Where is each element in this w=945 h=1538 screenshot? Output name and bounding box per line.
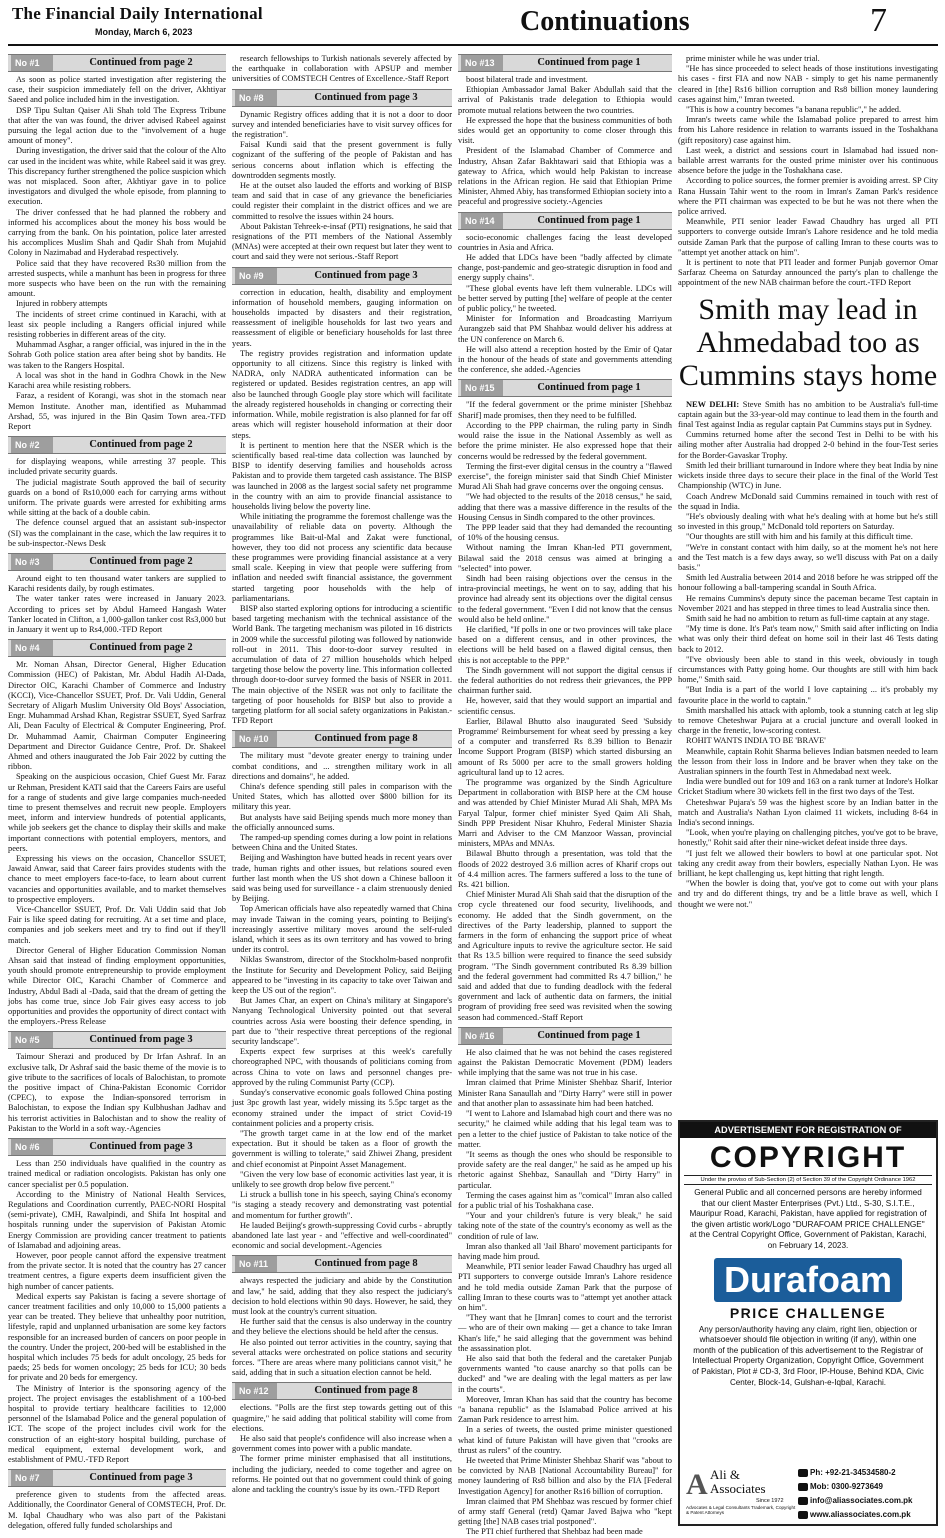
story-number: No #10 <box>235 731 277 747</box>
article-paragraph: Injured in robbery attempts <box>16 299 108 309</box>
continued-from-label: Continued from page 3 <box>89 1141 193 1153</box>
story-paragraph <box>678 828 938 848</box>
continuation-block <box>232 730 452 1251</box>
continuation-block <box>8 553 226 635</box>
story-number: No #14 <box>461 213 503 229</box>
continuation-block <box>678 54 938 289</box>
story-paragraph <box>678 512 938 532</box>
article-paragraph: Last week, a district and sessions court in Islamabad had issued non-bailable arrest warrants for the ousted prime minister over his continuous absence before the judge in the Toshakhana case. <box>678 145 938 176</box>
article-paragraph: China's defence spending still pales in comparison with the United States, which has allotted over $800 billion for its military this year. <box>232 782 452 812</box>
article-paragraph: The programme was organized by the Sindh Agriculture Department in collaboration with BISP here at the CM house and was attended by Chief Minister Murad Ali Shah, MPA Ms Faryal Talpur, former chief minister Syed Qaim Ali Shah, Sindh PPP President Nisar Khuhro, Federal Minister Shazia Marri and Adviser to the CM Manzoor Wassan, provincial ministers, MPAs and MNAs. <box>458 778 672 849</box>
continued-from-label: Continued from page 3 <box>89 1034 193 1046</box>
continuation-banner <box>458 379 672 397</box>
article-paragraph: Terming the cases against him as "comical" Imran also called for a public trial of his Toshakhana case. <box>458 1190 672 1210</box>
continuation-banner <box>8 1138 226 1156</box>
continuation-banner <box>232 1382 452 1400</box>
article-paragraph: prime minister while he was under trial. <box>686 54 820 63</box>
continuation-block <box>458 379 672 1022</box>
continuation-block <box>8 436 226 549</box>
article-paragraph: "The growth target came in at the low end of the market expectation. But it should be taken as a floor of growth the government is willing to tolerate," said Zhiwei Zhang, president and chief economist at Pinpoint Asset Management. <box>232 1128 452 1169</box>
story-paragraph <box>678 573 938 593</box>
article-paragraph: About Pakistan Tehreek-e-insaf (PTI) resignations, he said that resignations of the PTI members of the National Assembly (MNAs) were accepted at their own request but later they went to court and said they were not serious.-Staff Report <box>232 221 452 262</box>
article-paragraph: "Given the very low base of economic activities last year, it is unlikely to see growth drop below five percent." <box>232 1169 452 1189</box>
article-paragraph: The judicial magistrate South approved the bail of security guards on a bond of Rs10,000 each for carrying arms without uniform. The private guards were arrested for exhibiting arms while sitting at the back of a double cabin. <box>8 477 226 518</box>
story-paragraph <box>678 747 938 778</box>
story-paragraph-text: "Look, when you're playing on challenging pitches, you've got to be brave, honestly," Rohit said after their nine-wicket defeat inside three days. <box>678 828 938 848</box>
story-paragraph <box>678 430 938 461</box>
article-paragraph: Medical experts say Pakistan is facing a severe shortage of cancer treatment facilities and only 10,000 to 15,000 patients a year can be treated. They believe that unhealthy poor nutrition, lifestyle, rapid and unplanned urbanisation are some key factors responsible for an increased burden of cancers on poor people in the country. Under the project, 200-bed will be established in the hospital which includes 75 beds for adult oncology, 25 beds for paeds; 25 beds for women oncology; 25 beds for ICU; 30 beds for private and 20 beds for emergency. <box>8 1291 226 1383</box>
article-paragraph: The PPP leader said that they had demanded the recounting of 10% of the housing census. <box>458 522 672 543</box>
continuation-block <box>8 1469 226 1531</box>
story-number: No #5 <box>11 1032 53 1048</box>
article-paragraph: Meanwhile, PTI senior leader Fawad Chaudhry has urged all PTI supporters to converge outside Imran's Lahore residence and he told media outside Zaman Park that the purpose of calling Imran to these courts was to "attempt yet another attack on him". <box>458 1262 672 1312</box>
article-paragraph: Imran also thanked all 'Jail Bharo' movement participants for having made him proud. <box>458 1241 672 1261</box>
story-paragraph <box>678 543 938 574</box>
article-paragraph: Expressing his views on the occasion, Chancellor SSUET, Jawaid Anwar, said that Career fairs provides students with the chance to meet employers face-to-face, to learn about current vacancies and opportunities available, and to market themselves to prospective employers. <box>8 854 226 904</box>
story-paragraph <box>678 624 938 655</box>
article-paragraph: The military must "devote greater energy to training under combat conditions, and ... strengthen military work in all directions and domains", he added. <box>232 751 452 781</box>
continuation-block <box>8 54 226 432</box>
sports-story <box>678 293 938 910</box>
article-paragraph: According to the PPP chairman, the ruling party in Sindh would raise the issue in the National Assembly as well as before the prime minister. He also expressed hope that their concerns would be redressed by the federal government. <box>458 420 672 461</box>
web-line <box>798 1508 926 1522</box>
continuation-block <box>232 1255 452 1378</box>
continued-from-label: Continued from page 1 <box>537 382 641 394</box>
article-paragraph: Niklas Swanstrom, director of the Stockholm-based nonprofit the Institute for Security and Development Policy, said Beijing appeared to be "investing in its capacity to take over Taiwan and keep the US out of the region". <box>232 955 452 996</box>
continuation-block <box>232 89 452 263</box>
article-paragraph: Faisal Kundi said that the present government is fully cognizant of the suffering of the people of Pakistan and has serious concerns about inflation which is effecting the downtrodden segments mostly. <box>232 140 452 180</box>
story-paragraph-text: "Our thoughts are still with him and his family at this difficult time. <box>686 532 913 542</box>
ad-title: COPYRIGHT <box>709 1141 907 1174</box>
article-paragraph: The former prime minister emphasised that all institutions, including the judiciary, needed to come together and agree on reforms. He pointed out that no government could think of going alone and tackling the country's issue by its own.-TFD Report <box>232 1454 452 1494</box>
continuation-banner <box>8 1469 226 1487</box>
continued-from-label: Continued from page 8 <box>314 1258 418 1270</box>
story-paragraph-text: "When the bowler is doing that, you've got to come out with your plans and try and do different things, try and be a little brave as well, which I thought we were not." <box>678 879 938 909</box>
article-paragraph: He will also attend a reception hosted by the Emir of Qatar in the honour of the heads of state and governments attending the conference, she added.-Agencies <box>458 344 672 375</box>
story-paragraph-text: "He's obviously dealing with what he's dealing with at home but he's still so invested in this group," McDonald told reporters on Saturday. <box>678 511 938 532</box>
continuation-banner <box>8 1031 226 1049</box>
article-paragraph: BISP also started exploring options for introducing a scientific based targeting mechanism with the technical assistance of the World Bank. The targeting mechanism was piloted in 16 districts in 2009 while the successful piloting was followed by nationwide roll-out in 2011. This door-to-door survey resulted in accumulation of data of 27 million households which helped targeting those below the poverty line. This information collected through door-to-door survey formed the basis of NSER in 2011. The main objective of the NSER was not only to facilitate the targeting of poor households for BISP but also to provide a targeting platform for all social safety organizations in Pakistan.-TFD Report <box>232 603 452 726</box>
article-paragraph: The Ministry of Interior is the sponsoring agency of the project. The project envisages the establishment of a 100-bed hospital to provide tertiary healthcare facilities to 12,000 personnel of the Islamabad Police and the general population of ICT. The scope of the project includes civil work for the construction of an eight-story hospital building, purchase of medical equipment, external development work, and establishment of PMU.-TFD Report <box>8 1383 226 1464</box>
story-headline: Smith may lead in Ahmedabad too as Cummins stays home <box>678 292 938 392</box>
continued-from-label: Continued from page 1 <box>537 214 641 226</box>
continuation-banner <box>8 54 226 72</box>
durafoam-logo: Durafoam <box>714 1258 902 1302</box>
story-paragraph-text: "We're in constant contact with him daily, so at the moment he's not here and the Test match is a few days away, so we'll discuss with Pat on a daily basis." <box>678 542 938 572</box>
continuation-block <box>8 639 226 1027</box>
story-paragraph-text: Smith marshalled his attack with aplomb, took a stunning catch at leg slip to remove Cheteshwar Pujara at a crucial juncture and overall looked in charge in the frenetic, low-scoring contest. <box>678 705 938 736</box>
article-paragraph: Dynamic Registry offices adding that it is not a door to door survey and intended beneficiaries have to visit survey offices for the registration". <box>232 109 452 140</box>
story-paragraph-text: India were bundled out for 109 and 163 on a rank turner at Indore's Holkar Cricket Stadium where 30 wickets fell in the first two days of the Test. <box>678 777 938 797</box>
article-paragraph: Ethiopian Ambassador Jamal Baker Abdullah said that the arrival of Pakistanis trade delegation to Ethiopia would promote mutual relations between the two countries. <box>458 85 672 115</box>
price-challenge-label: PRICE CHALLENGE <box>729 1304 887 1321</box>
story-number: No #15 <box>461 380 503 396</box>
story-paragraph-text: Coach Andrew McDonald said Cummins remained in touch with rest of the squad in India. <box>678 491 938 511</box>
article-paragraph: Sunday's conservative economic goals followed China posting just 3pc growth last year, widely missing its 5.5pc target as the economy strained under the impact of strict Covid-19 containment policies and a property crisis. <box>232 1088 452 1128</box>
story-paragraph <box>678 685 938 705</box>
article-paragraph: "He has since proceeded to select heads of those institutions investigating his cases - first FIA and now NAB - simply to get his name permanently cleared in [the] Rs16 billion corruption and Rs8 billion money laundering cases against him," Imran tweeted. <box>678 64 938 104</box>
story-paragraph <box>678 849 938 880</box>
article-paragraph: Without naming the Imran Khan-led PTI government, Bilawal said the 2018 census was aimed at bringing a "selected" into power. <box>458 543 672 573</box>
article-paragraph: "They want that he [Imran] comes to court and the terrorist — who are of their own making — get a chance to take Imran Khan's life," he said alleging that the government was behind the assassination plot. <box>458 1313 672 1353</box>
story-number: No #8 <box>235 90 277 106</box>
article-paragraph: for displaying weapons, while arresting 37 people. This included private security guards. <box>8 457 226 477</box>
story-paragraph-text: Meanwhile, captain Rohit Sharma believes Indian batsmen needed to learn the lesson from their loss in Indore and be braver when they take on the Australian spinners in the fourth Test in Ahmedabad next week. <box>678 746 938 776</box>
article-paragraph: The defence counsel argued that an assistant sub-inspector (SI) was the complainant in the case, which the law requires it to be sub-inspector.-News Desk <box>8 518 226 548</box>
article-paragraph: He also said that both the federal and the caretaker Punjab governments wanted "to cause anarchy so that polls can be ducked" and "we are dealing with the legal matters as per law in the courts". <box>458 1353 672 1394</box>
article-paragraph: Imran claimed that PM Shehbaz was rescued by former chief of army staff General (retd) Qamar Javed Bajwa who "kept getting [the] NAB cases trial postponed". <box>458 1496 672 1527</box>
story-paragraph-text: Smith said he had no ambition to return as full-time captain at any stage. <box>686 613 930 623</box>
firm-name: Ali & Associates <box>710 1467 766 1496</box>
article-paragraph: Muhammad Asghar, a ranger official, was injured in the in the Sohrab Goth police station area after being shot by bandits. He was taken to the Rangers Hospital. <box>8 340 226 370</box>
story-paragraph-text: "I've obviously been able to stand in this week, obviously in tough circumstances with Patty going home. Our thoughts are still with him back home," Smith said. <box>678 654 938 685</box>
article-paragraph: Imran claimed that Prime Minister Shehbaz Sharif, Interior Minister Rana Sanaullah and "Dirty Harry" were still in power and that another plan to assassinate him had been hatched. <box>458 1078 672 1108</box>
article-paragraph: The Sindh government will not support the digital census if the federal authorities do not redress their grievances, the PPP chairman further said. <box>458 665 672 696</box>
firm-mobile: Mob: 0300-9273649 <box>810 1482 883 1491</box>
article-paragraph: "It seems as though the ones who should be responsible to provide safety are the real danger," he said as he amped up his rhetoric against Shehbaz, Sanaullah and "Dirty Harry" in particular. <box>458 1149 672 1190</box>
page-number: 7 <box>870 2 887 39</box>
firm-mark-icon: A <box>686 1468 708 1501</box>
ad-top-bar: ADVERTISEMENT FOR REGISTRATION OF <box>680 1122 936 1138</box>
ad-objection-text: Any person/authority having any claim, right lien, objection or whatsoever should file objection in writing (if any), within one month of the publication of this advertisement to the Registrar of Intellectual Property Organization, Copyright Office, Government of Pakistan, Plot # CD-3, 3rd Floor, IP-House, Behind KDA, Civic Center, Block-14, Gulshan-e-Iqbal, Karachi. <box>692 1324 924 1387</box>
article-paragraph: "We had objected to the results of the 2018 census," he said, adding that there was a massive difference in the results of the Housing Census in Sindh compared to the other provinces. <box>458 492 672 522</box>
article-paragraph: "I went to Lahore and Islamabad high court and there was no security," he claimed while adding that his legal team was to pen a letter to the chief justice of Pakistan to take notice of the matter. <box>458 1109 672 1149</box>
article-paragraph: elections. "Polls are the first step towards getting out of this quagmire," he said adding that political stability will come from elections. <box>232 1403 452 1433</box>
firm-contacts <box>798 1466 926 1522</box>
continued-from-label: Continued from page 2 <box>89 57 193 68</box>
continuation-banner <box>8 639 226 657</box>
story-paragraph-text: Smith led their brilliant turnaround in Indore where they beat India by nine wickets inside three days to secure their place in the final of the World Test Championship (WTC) in June. <box>678 460 938 491</box>
article-paragraph: Experts expect few surprises at this week's carefully choreographed NPC, with thousands of politicians coming from across China to vote on laws and personnel changes pre-approved by the ruling Communist Party (CCP). <box>232 1047 452 1087</box>
story-number: No #7 <box>11 1470 53 1486</box>
story-paragraph-text: Steve Smith has no ambition to be Australia's full-time captain again but the 33-year-old may continue to lead them in the fourth and final Test against India as regular captain Pat Cummins stays put in Sydney. <box>678 399 939 430</box>
article-paragraph: He lauded Beijing's growth-suppressing Covid curbs - abruptly abandoned late last year - and "effective and well-coordinated" economic and social development.-Agencies <box>232 1220 452 1251</box>
article-paragraph: Vice-Chancellor SSUET, Prof. Dr. Vali Uddin said that Job Fair is like speed dating for recruiting. At a set time and place, companies and job seekers meet and try to find out if they'll match. <box>8 905 226 945</box>
article-paragraph: It is pertinent to mention here that the NSER which is the scientifically based real-time data collection was launched by BISP to identify deserving families and households across Pakistan and to provide them targeted cash assistance. The BISP was launched in 2008 as the largest social safety net programme in the country with an aim to provide financial assistance to households living below the poverty line. <box>232 440 452 511</box>
article-paragraph: While initiating the programme the foremost challenge was the unavailability of reliable data on poverty. Although the programmes like Bait-ul-Mal and Zakat were functional, however, they too did not process any scientific data because these programmes were providing financial assistance at a very small scale. Keeping in view that people were suffering from inflation and needed swift financial assistance, the government started targeting poor households with the help of parliamentarians. <box>232 512 452 603</box>
issue-date: Monday, March 6, 2023 <box>95 27 193 37</box>
story-paragraph <box>678 614 938 624</box>
law-firm-logo <box>686 1466 796 1518</box>
article-paragraph: "This is how a country becomes "a banana republic"," he added. <box>686 105 902 115</box>
article-paragraph: always respected the judiciary and abide by the Constitution and law," he said, adding that they also respect the judiciary's decision to hold elections within 90 days. However, he said, they must look at the country's current situation. <box>232 1276 452 1316</box>
continuation-banner <box>8 553 226 571</box>
firm-phone: Ph: +92-21-34534580-2 <box>810 1468 896 1477</box>
article-paragraph: The driver confessed that he had planned the robbery and informed his accomplices about the money his boss would be carrying from the bank. On his pointation, police later arrested his accomplices Muslim Shah and Qadir Shah from Mujahid Colony in Nazimabad and Hyderabad respectively. <box>8 207 226 258</box>
article-paragraph: "If the federal government or the prime minister [Shehbaz Sharif] made promises, then they need to be fulfilled. <box>458 400 672 420</box>
article-paragraph: Speaking on the auspicious occasion, Chief Guest Mr. Faraz ur Rehman, President KATI said that the Careers Fairs are useful for a range of students and give large companies much-needed time to present themselves and recruit new people. Employers meet, inform and interview hundreds of potential applicants, while job seekers get the chance to display their skills and make important connections with potential employers, mentors, and peers. <box>8 772 226 853</box>
article-paragraph: He tweeted that Prime Minister Shehbaz Sharif was "about to be convicted by NAB [National Accountability Bureau]" for money laundering of Rs8 billion and also by the FIA [Federal Investigation Agency] for another Rs16 billion of corruption. <box>458 1456 672 1496</box>
continued-from-label: Continued from page 3 <box>314 269 418 281</box>
story-paragraph-text: Cummins returned home after the second Test in Delhi to be with his ailing mother after Australia had dropped 2-0 behind in the four-Test series for the Border-Gavaskar Trophy. <box>678 430 938 460</box>
continuation-banner <box>458 1027 672 1045</box>
article-paragraph: Faraz, a resident of Korangi, was shot in the stomach near Memon Institute. Another man, identified as Muhammad Arshad, 55, was injured in the Bin Qasim Town area.-TFD Report <box>8 391 226 431</box>
mobile-icon <box>798 1483 808 1491</box>
article-paragraph: Meanwhile, PTI senior leader Fawad Chaudhry has urged all PTI supporters to converge outside Imran's Lahore residence and he told media outside Zaman Park that the purpose of calling Imran to these courts was to "attempt yet another attack on him". <box>678 217 938 257</box>
article-paragraph: DSP Tipu Sultan Qaiser Ali Shah told The Express Tribune that after the van was found, the driver advised Rabeel against pursuing the legal action due to the "involvement of a huge amount of money". <box>8 105 226 146</box>
article-paragraph: Moreover, Imran Khan has said that the country has become "a banana republic" as the Islamabad Police arrived at his Zaman Park residence to arrest him. <box>458 1394 672 1425</box>
article-paragraph: Sindh had been raising objections over the census in the intra-provincial meetings, he went on to say, adding that his province had already sent its objections over the digital census to the federal government. "Even I did not know that the census would also be held online." <box>458 573 672 624</box>
continuation-block <box>232 1382 452 1495</box>
column-1 <box>8 54 226 1530</box>
ad-law-note: Under the proviso of Sub-Section (2) of Section 39 of the Copyright Ordinance 1962 <box>684 1175 932 1185</box>
story-number: No #16 <box>461 1028 503 1044</box>
continuation-banner <box>458 212 672 230</box>
article-paragraph: According to the Ministry of National Health Services, Regulations and Coordination currently, PAEC-NORI Hospital (semi-private), CMH, Rawalpindi, and Shifa Int hospital and hospitals running under the supervision of Pakistan Atomic Energy Commission are providing cancer treatment to patients of Islamabad and adjoining areas. <box>8 1189 226 1250</box>
continuation-banner <box>232 730 452 748</box>
article-paragraph: He clarified, "If polls in one or two provinces will take place based on a different census, and in other provinces, the elections will be held based on a flawed digital census, then this is not acceptable to the PPP." <box>458 624 672 665</box>
continuation-banner <box>232 89 452 107</box>
article-paragraph: "These global events have left them vulnerable. LDCs will be better served by putting [the] welfare of people at the center of public policy," he tweeted. <box>458 283 672 314</box>
article-paragraph: boost bilateral trade and investment. <box>466 75 588 84</box>
story-paragraph <box>678 461 938 492</box>
story-number: No #12 <box>235 1383 277 1399</box>
story-paragraph-text: Smith led Australia between 2014 and 2018 before he was stripped off the honour following a ball-tampering scandal in South Africa. <box>678 573 938 593</box>
story-dateline: NEW DELHI: <box>686 399 740 409</box>
story-number: No #6 <box>11 1139 53 1155</box>
article-paragraph: Police said that they have recovered Rs30 million from the arrested suspects, while a manhunt has been in progress for three more suspects who have been on the run with the remaining amount. <box>8 258 226 299</box>
article-paragraph: Mr. Noman Ahsan, Director General, Higher Education Commission (HEC) of Pakistan, Mr. Abdul Hadih Al-Dada, Director OIC, Karachi Chamber of Commerce and Industry (KCCI), Vice-Chancellor SSUET, Prof. Dr. Vali Uddin, General Secretary of Aligarh Muslim University Old Boys' Association, Engr. Muhammad Arshad Khan, Registrar SSUET, Syed Sarfraz Ali, Dean Faculty of Electrical & Computer Engineering, Prof. Dr. Muhammad Aamir, Chairman Computer Engineering Department and Director Guidance Centre, Prof. Dr. Shakeel Ahmed and others inaugurated the Job Fair 2022 by cutting the ribbon. <box>8 660 226 772</box>
continuation-banner <box>232 1255 452 1273</box>
continuation-block <box>458 212 672 376</box>
phone-line <box>798 1466 926 1480</box>
continuation-block <box>458 54 672 208</box>
article-paragraph: The incidents of street crime continued in Karachi, with at least six people including a Rangers official injured while resisting robberies in different areas of the city. <box>8 309 226 340</box>
article-paragraph: Around eight to ten thousand water tankers are supplied to Karachi residents daily, by rough estimates. <box>8 573 226 594</box>
article-paragraph: Chief Minister Murad Ali Shah said that the disruption of the crop cycle threatened our food security, livelihoods, and economy. He added that the Sindh government, on the directives of the Party leadership, planned to support the farmers in the form of enhancing the support price of wheat and Agriculture inputs to revive the agriculture sector. He said that Rs 13.5 billion were required to finance the seed subsidy program. "The Sindh government contributed Rs 8.39 billion and the federal government had committed Rs 4.7 billion," he said and added that due to funding deadlock with the federal government and lack of authentic data on farmers, the initial program of providing free seed was revisited when the sowing season had commenced.-Staff Report <box>458 890 672 1022</box>
continuation-banner <box>8 436 226 454</box>
story-paragraph <box>678 655 938 686</box>
story-number: No #11 <box>235 1256 277 1272</box>
story-number: No #1 <box>11 55 53 71</box>
article-paragraph: Beijing and Washington have butted heads in recent years over trade, human rights and other issues, but relations soured even further last month when the US shot down a Chinese balloon it said was being used for surveillance - a claim strenuously denied by Beijing. <box>232 853 452 904</box>
article-paragraph: But James Char, an expert on China's military at Singapore's Nanyang Technological University pointed out that several countries across Asia were boosting their defence spending, in part due to "their respective threat perceptions of the regional security landscape". <box>232 996 452 1047</box>
article-paragraph: Terming the first-ever digital census in the country a "flawed exercise", the foreign minister said that Sindh Chief Minister Murad Ali Shah had grave concerns over the ongoing census. <box>458 461 672 492</box>
story-paragraph <box>678 594 938 614</box>
story-number: No #4 <box>11 640 53 656</box>
story-paragraph <box>678 706 938 737</box>
article-paragraph: A local was shot in the hand in Godhra Chowk in the New Karachi area while resisting robbers. <box>8 370 226 391</box>
story-number: No #3 <box>11 554 53 570</box>
story-paragraph <box>678 492 938 512</box>
continuation-banner <box>232 267 452 285</box>
continued-from-label: Continued from page 1 <box>537 57 641 68</box>
story-paragraph-text: "But India is a part of the world I love captaining ... it's probably my favourite place in the world to captain." <box>678 685 938 705</box>
globe-icon <box>798 1511 808 1519</box>
continuation-block <box>232 267 452 727</box>
article-paragraph: socio-economic challenges facing the least developed countries in Asia and Africa. <box>458 232 672 252</box>
story-paragraph <box>678 532 938 542</box>
article-paragraph: The ramped-up spending comes during a low point in relations between China and the United States. <box>232 833 452 853</box>
article-paragraph: He also claimed that he was not behind the cases registered against the Pakistan Democratic Movement (PDM) leaders while implying that the same was not true in his case. <box>458 1047 672 1078</box>
article-paragraph: Bilawal Bhutto through a presentation, was told that the floods of 2022 destroyed 3.6 million acres of Kharif crops out of 4.4 million acres. The farmers suffered a loss to the tune of Rs. 421 billion. <box>458 849 672 890</box>
article-paragraph: Less than 250 individuals have qualified in the country as trained medical or radiation oncologists. Pakistan has only one cancer specialist per 0.5 population. <box>8 1159 226 1189</box>
firm-email: info@aliassociates.com.pk <box>810 1496 913 1505</box>
firm-website: www.aliassociates.com.pk <box>810 1510 911 1519</box>
email-line <box>798 1494 926 1508</box>
ad-notice-text: General Public and all concerned persons are hereby informed that our client Master Enterprises (Pvt.) Ltd., S-30, S.I.T.E., Mauripur Road, Karachi, Pakistan, have applied for registration of the given artistic work/Logo "DURAFOAM PRICE CHALLENGE" at the Central Copyright Office, Government of Pakistan, Karachi, on February 14, 2023. <box>689 1188 927 1250</box>
article-paragraph: preference given to students from the affected areas. Additionally, the Coordinator General of COMSTECH, Prof. Dr. M. Iqbal Chaudhary who was also part of the Pakistani delegation, offered fully funded scholarships and <box>8 1490 226 1530</box>
section-title: Continuations <box>520 6 690 37</box>
story-number: No #9 <box>235 268 277 284</box>
continuation-banner <box>458 54 672 72</box>
column-3 <box>458 54 672 1537</box>
continued-from-label: Continued from page 2 <box>89 555 193 567</box>
continuation-block <box>232 54 452 85</box>
article-paragraph: research fellowships to Turkish nationals severely affected by the earthquake in collaboration with APSUP and member universities of COMSTECH Centres of Excellence.-Staff Report <box>232 54 452 84</box>
story-paragraph <box>678 736 938 746</box>
article-paragraph: However, poor people cannot afford the expensive treatment from the private sector. It is noted that the country has 27 cancer treatment centres, a figure experts deem insufficient given the high number of cancer patients. <box>8 1250 226 1291</box>
continued-from-label: Continued from page 1 <box>537 1029 641 1041</box>
firm-tagline: Advocates & Legal Consultants Trademark, Copyright & Patent Attorneys <box>686 1505 796 1516</box>
continued-from-label: Continued from page 2 <box>89 439 193 451</box>
article-paragraph: The PTI chief furthered that Shehbaz had been made <box>466 1527 643 1537</box>
story-paragraph <box>678 879 938 910</box>
article-paragraph: Taimour Sherazi and produced by Dr Irfan Ashraf. In an exclusive talk, Dr Ashraf said the basic theme of the movie is to give tribute to the sacrifices of locals of Balochistan, to promote the positive impact of China-Pakistan Economic Corridor (CPEC), to expose the Indian-sponsored terrorism in Balochistan, to expose the Indian spy Kulbhushan Jadhav and his terrorist activities in Balochistan and to show the reality of Pakistan to the World in a soft way.-Agencies <box>8 1052 226 1133</box>
article-paragraph: He, however, said that they would support an impartial and scientific census. <box>458 696 672 716</box>
continued-from-label: Continued from page 8 <box>314 1385 418 1397</box>
story-number: No #2 <box>11 437 53 453</box>
article-paragraph: As soon as police started investigation after registering the case, their suspicion immediately fell on the driver, Akhtiyar Saeed and police included him in the investigation. <box>8 75 226 105</box>
article-paragraph: Earlier, Bilawal Bhutto also inaugurated Seed 'Subsidy Programme' Reimbursement for wheat seed by pressing a key of a computer and transferred Rs 8.39 billion to Benazir Income Support Program (BISP) which started disbursing an amount of Rs 5000 per acre to the small growers holding agricultural land up to 12 acres. <box>458 716 672 777</box>
column-2 <box>232 54 452 1526</box>
mobile-line <box>798 1480 926 1494</box>
article-paragraph: The water tanker rates were increased in January 2023. According to prices set by Abdul Hameed Hangash Water Tanker located in Clifton, a 1,000-gallon tanker cost Rs3,000 but in January it went up to Rs4,000.-TFD Report <box>8 594 226 634</box>
continuation-block <box>458 1027 672 1538</box>
article-paragraph: In a series of tweets, the ousted prime minister questioned what kind of future Pakistan will have given that "crooks are thrust as rulers" of the country. <box>458 1425 672 1455</box>
article-paragraph: Imran's tweets came while the Islamabad police prepared to arrest him from his Lahore residence in relation to warrants issued in the Toshakhana (gift repository) case against him. <box>678 115 938 145</box>
article-paragraph: He at the outset also lauded the efforts and working of BISP team and said that in case of any grievance the beneficiaries could register their complaint in the district offices and we are committed to resolve the issues within 24 hours. <box>232 181 452 221</box>
story-paragraph-text: "My time is done. It's Pat's team now," Smith said after inflicting on India what was only their third defeat on home soil in their last 46 Tests dating back to 2012. <box>678 624 938 654</box>
article-paragraph: Director General of Higher Education Commission Noman Ahsan said that instead of finding employment opportunities, youth should promote entrepreneurship to provide employment while Director OIC, Karachi Chamber of Commerce and Industry, Abdul Badi al -Dada, said that the dream of getting the jobs has come true, since Job Fair gives easy access to job opportunities and provides the opportunity of direct contact with the employers.-Press Release <box>8 945 226 1027</box>
article-paragraph: "Your and your children's future is very bleak," he said taking note of the state of the country's economy as well as the condition of rule of law. <box>458 1211 672 1241</box>
article-paragraph: Li struck a bullish tone in his speech, saying China's economy "is staging a steady recovery and demonstrating vast potential and momentum for further growth". <box>232 1190 452 1220</box>
header-divider <box>8 44 938 46</box>
email-icon <box>798 1497 808 1505</box>
newspaper-title: The Financial Daily International <box>12 4 263 23</box>
continued-from-label: Continued from page 3 <box>314 91 418 103</box>
story-number: No #13 <box>461 55 503 71</box>
article-paragraph: correction in education, health, disability and employment information of household members, gauging information on households impacted by disasters and their registration, reassessment of ineligible households for last two years and reassessment of eligible or beneficiary households for last three years. <box>232 287 452 348</box>
story-paragraph-text: Cheteshwar Pujara's 59 was the highest score by an Indian batter in the match and Australia's Nathan Lyon claimed 11 wickets, including 8-64 in India's second innings. <box>678 797 938 827</box>
firm-since: Since 1972 <box>756 1498 784 1504</box>
article-paragraph: But analysts have said Beijing spends much more money than the officially announced sums. <box>232 812 452 832</box>
story-paragraph <box>678 798 938 829</box>
continued-from-label: Continued from page 2 <box>89 642 193 654</box>
story-paragraph-text: "I just felt we allowed their bowlers to bowl at one particular spot. Not taking any credit away from their bowlers, especially Nathan Lyon. He was brilliant, he kept challenging us, kept hitting that right length. <box>678 848 938 879</box>
story-paragraph-text: ROHIT WANTS INDIA TO BE 'BRAVE' <box>686 736 826 746</box>
ad-footer <box>686 1464 930 1520</box>
article-paragraph: President of the Islamabad Chamber of Commerce and Industry, Ahsan Zafar Bakhtawari said that Ethiopia was a gateway to Africa, which would help Pakistan to increase relations in the African region. He said that Ethiopian Prime Minister, Ahmed Abiy, has transformed Ethiopian society into a peaceful and progressive society.-Agencies <box>458 146 672 207</box>
article-paragraph: Minister for Information and Broadcasting Marriyum Aurangzeb said that PM Shahbaz would deliver his address at the UN conference on March 6. <box>458 314 672 344</box>
story-paragraph <box>678 777 938 797</box>
continuation-block <box>8 1031 226 1134</box>
copyright-advertisement <box>678 1120 938 1526</box>
article-paragraph: According to police sources, the former premier is avoiding arrest. SP City Rana Hussain Tahir went to the room in Imran's Zaman Park's residence where the PTI chairman was expected to be but he was not there when the police arrived. <box>678 176 938 217</box>
story-paragraph <box>678 400 938 431</box>
continued-from-label: Continued from page 8 <box>314 733 418 745</box>
continued-from-label: Continued from page 3 <box>89 1472 193 1484</box>
article-paragraph: It is pertinent to note that PTI leader and former Punjab governor Omar Sarfaraz Cheema on Saturday announced the party's plan to challenge the appointment of the new NAB chairman before the court.-TFD Report <box>678 258 938 288</box>
article-paragraph: He expressed the hope that the business communities of both sides would get an opportunity to come closer through this visit. <box>458 115 672 146</box>
article-paragraph: The registry provides registration and information update opportunity to all citizens. Since this registry is linked with NADRA, only NADRA authenticated information can be registered or updated. Besides registration centres, an app will also be launched through Google play store which will facilitate the already registered households in changing or correcting their information. While, mobile registration is also planned for far off areas which will register household information at their door steps. <box>232 348 452 440</box>
continuation-block <box>8 1138 226 1465</box>
article-paragraph: He added that LDCs have been "badly affected by climate change, post-pandemic and geo-strategic disruption in food and energy supply chains". <box>458 253 672 283</box>
story-paragraph-text: He remains Cummins's deputy since the paceman became Test captain in November 2021 and has stepped in three times to lead Australia since then. <box>678 593 938 613</box>
article-paragraph: Top American officials have also repeatedly warned that China may invade Taiwan in the coming years, pointing to Beijing's increasingly assertive military moves around the self-ruled island, which it sees as its own territory and has vowed to bring under its control. <box>232 904 452 955</box>
article-paragraph: He also said that people's confidence will also increase when a government comes into power with a public mandate. <box>232 1433 452 1454</box>
article-paragraph: He also pointed out terror activities in the country, saying that several attacks were orchestrated on police stations and security forces. "There are areas where many politicians cannot visit," he said, adding that in such a situation election cannot be held. <box>232 1337 452 1378</box>
article-paragraph: During investigation, the driver said that the colour of the Alto car used in the incident was white, while Rabeel said it was grey. This discrepancy further strengthened the police suspicion which was not misplaced. Soon after, Akhtiyar gave in to police investigators and divulged the whole episode, from planning to execution. <box>8 146 226 207</box>
masthead <box>0 0 945 44</box>
article-paragraph: He further said that the census is also underway in the country and they believe the elections should be held after the census. <box>232 1317 452 1337</box>
phone-icon <box>798 1469 808 1477</box>
